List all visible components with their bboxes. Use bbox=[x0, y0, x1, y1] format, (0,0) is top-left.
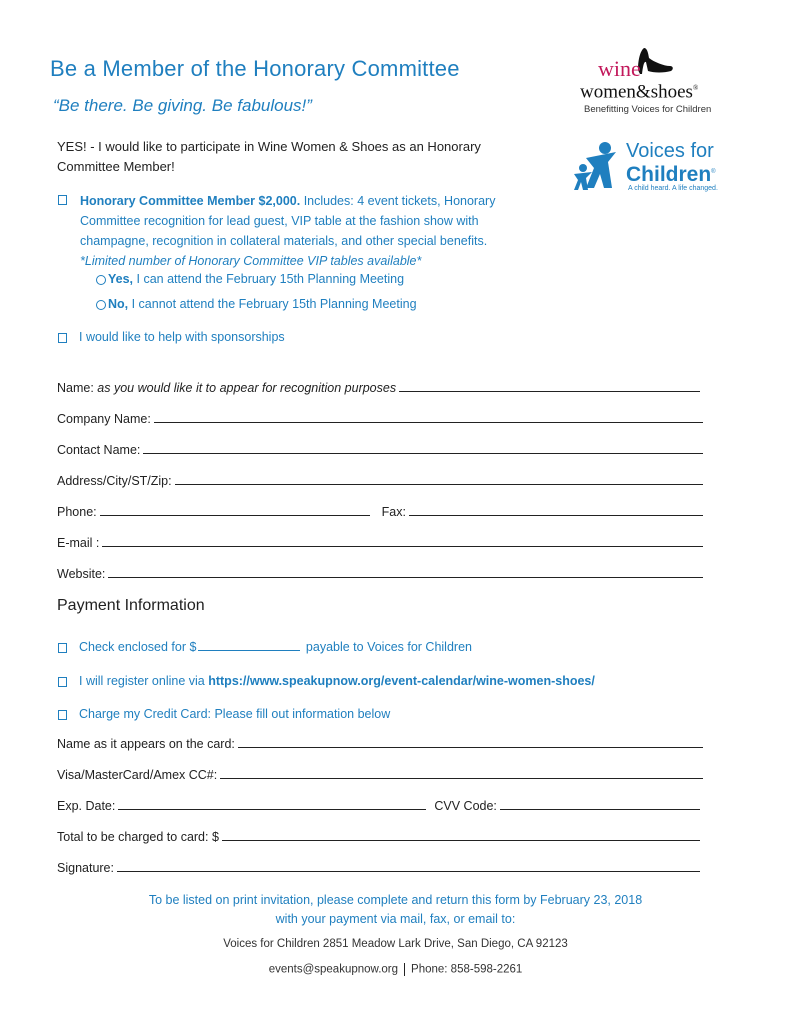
footer-return: with your payment via mail, fax, or email to: bbox=[275, 912, 516, 926]
exp-label: Exp. Date: bbox=[57, 799, 116, 813]
phone-input[interactable] bbox=[100, 514, 370, 516]
exp-cvv-field bbox=[57, 795, 700, 813]
card-name-input[interactable] bbox=[238, 746, 703, 748]
cvv-label: CVV Code: bbox=[434, 799, 497, 813]
cvv-input[interactable] bbox=[500, 808, 700, 810]
card-number-label: Visa/MasterCard/Amex CC#: bbox=[57, 768, 218, 782]
company-field bbox=[57, 408, 703, 426]
email-input[interactable] bbox=[102, 545, 703, 547]
total-label: Total to be charged to card: $ bbox=[57, 830, 219, 844]
credit-label: Charge my Credit Card: Please fill out information below bbox=[79, 707, 391, 721]
yes-radio[interactable] bbox=[96, 275, 106, 285]
card-name-label: Name as it appears on the card: bbox=[57, 737, 235, 751]
contact-label: Contact Name: bbox=[57, 443, 141, 457]
check-payable-text: payable to Voices for Children bbox=[302, 640, 472, 654]
logo-women-shoes-text: women&shoes® bbox=[580, 81, 699, 103]
limited-note: *Limited number of Honorary Committee VIP tables available* bbox=[80, 254, 422, 268]
contact-field bbox=[57, 439, 703, 457]
name-input[interactable] bbox=[399, 390, 700, 392]
footer-contact bbox=[0, 963, 791, 976]
website-label: Website: bbox=[57, 567, 106, 581]
yes-label: Yes, bbox=[108, 272, 134, 286]
sponsorship-option bbox=[58, 330, 285, 344]
logo-vfc-tagline: A child heard. A life changed. bbox=[628, 185, 718, 192]
signature-input[interactable] bbox=[117, 870, 700, 872]
wine-women-shoes-logo bbox=[578, 44, 723, 126]
online-checkbox[interactable] bbox=[58, 677, 67, 687]
intro-text: YES! - I would like to participate in Wine Women & Shoes as an Honorary Committee Member! bbox=[57, 139, 481, 174]
check-option bbox=[58, 640, 472, 654]
address-field bbox=[57, 470, 703, 488]
no-text: I cannot attend the February 15th Planning Meeting bbox=[128, 297, 417, 311]
no-attend-option bbox=[96, 297, 417, 311]
contact-input[interactable] bbox=[143, 452, 703, 454]
no-radio[interactable] bbox=[96, 300, 106, 310]
phone-fax-field bbox=[57, 501, 703, 519]
email-label: E-mail : bbox=[57, 536, 100, 550]
payment-heading: Payment Information bbox=[57, 597, 205, 614]
fax-input[interactable] bbox=[409, 514, 703, 516]
footer-email[interactable]: events@speakupnow.org bbox=[268, 963, 399, 976]
website-field bbox=[57, 563, 703, 581]
honorary-checkbox[interactable] bbox=[58, 195, 67, 205]
online-label: I will register online via bbox=[79, 674, 209, 688]
yes-text: I can attend the February 15th Planning Meeting bbox=[133, 272, 405, 286]
credit-checkbox[interactable] bbox=[58, 710, 67, 720]
no-label: No, bbox=[108, 297, 129, 311]
children-figures-icon bbox=[572, 140, 622, 194]
online-url-link[interactable]: https://www.speakupnow.org/event-calendar/wine-women-shoes/ bbox=[208, 674, 595, 688]
credit-option bbox=[58, 707, 390, 721]
phone-label: Phone: bbox=[57, 505, 97, 519]
sponsorship-checkbox[interactable] bbox=[58, 333, 67, 343]
logo-voices-for-text: Voices for bbox=[626, 140, 714, 162]
email-field bbox=[57, 532, 703, 550]
footer-phone: Phone: 858-598-2261 bbox=[411, 963, 523, 976]
check-checkbox[interactable] bbox=[58, 643, 67, 653]
logo-benefitting-text: Benefitting Voices for Children bbox=[584, 104, 712, 115]
name-field bbox=[57, 377, 700, 395]
card-name-field bbox=[57, 733, 703, 751]
voices-for-children-logo bbox=[572, 138, 732, 198]
honorary-desc: Includes: 4 event tickets, Honorary Committee recognition for lead guest, VIP table at the fashion show with champagne, recognition in collateral materials, and other special benefits. bbox=[80, 194, 496, 248]
address-input[interactable] bbox=[175, 483, 703, 485]
sponsorship-label: I would like to help with sponsorships bbox=[79, 330, 285, 344]
website-input[interactable] bbox=[108, 576, 703, 578]
honorary-label: Honorary Committee Member $2,000. bbox=[80, 194, 301, 208]
signature-label: Signature: bbox=[57, 861, 114, 875]
total-input[interactable] bbox=[222, 839, 700, 841]
honorary-description bbox=[80, 191, 550, 271]
card-number-input[interactable] bbox=[220, 777, 703, 779]
tagline: “Be there. Be giving. Be fabulous!” bbox=[53, 96, 312, 115]
company-input[interactable] bbox=[154, 421, 703, 423]
name-hint: as you would like it to appear for recognition purposes bbox=[97, 381, 397, 395]
footer-address: Voices for Children 2851 Meadow Lark Drive, San Diego, CA 92123 bbox=[223, 938, 568, 950]
check-label: Check enclosed for $ bbox=[79, 640, 197, 654]
fax-label: Fax: bbox=[381, 505, 406, 519]
logo-children-text: Children® bbox=[626, 163, 716, 186]
check-amount-input[interactable] bbox=[198, 649, 300, 651]
footer-deadline: To be listed on print invitation, please complete and return this form by February 23, 2018 bbox=[148, 893, 643, 907]
online-option bbox=[58, 674, 595, 688]
yes-attend-option bbox=[96, 272, 404, 286]
card-number-field bbox=[57, 764, 703, 782]
logo-wine-text: wine bbox=[598, 56, 641, 81]
exp-input[interactable] bbox=[118, 808, 426, 810]
name-label: Name: bbox=[57, 381, 98, 395]
address-label: Address/City/ST/Zip: bbox=[57, 474, 172, 488]
signature-field bbox=[57, 857, 700, 875]
total-field bbox=[57, 826, 700, 844]
company-label: Company Name: bbox=[57, 412, 151, 426]
footer-divider bbox=[404, 963, 405, 976]
page-title: Be a Member of the Honorary Committee bbox=[50, 56, 460, 81]
